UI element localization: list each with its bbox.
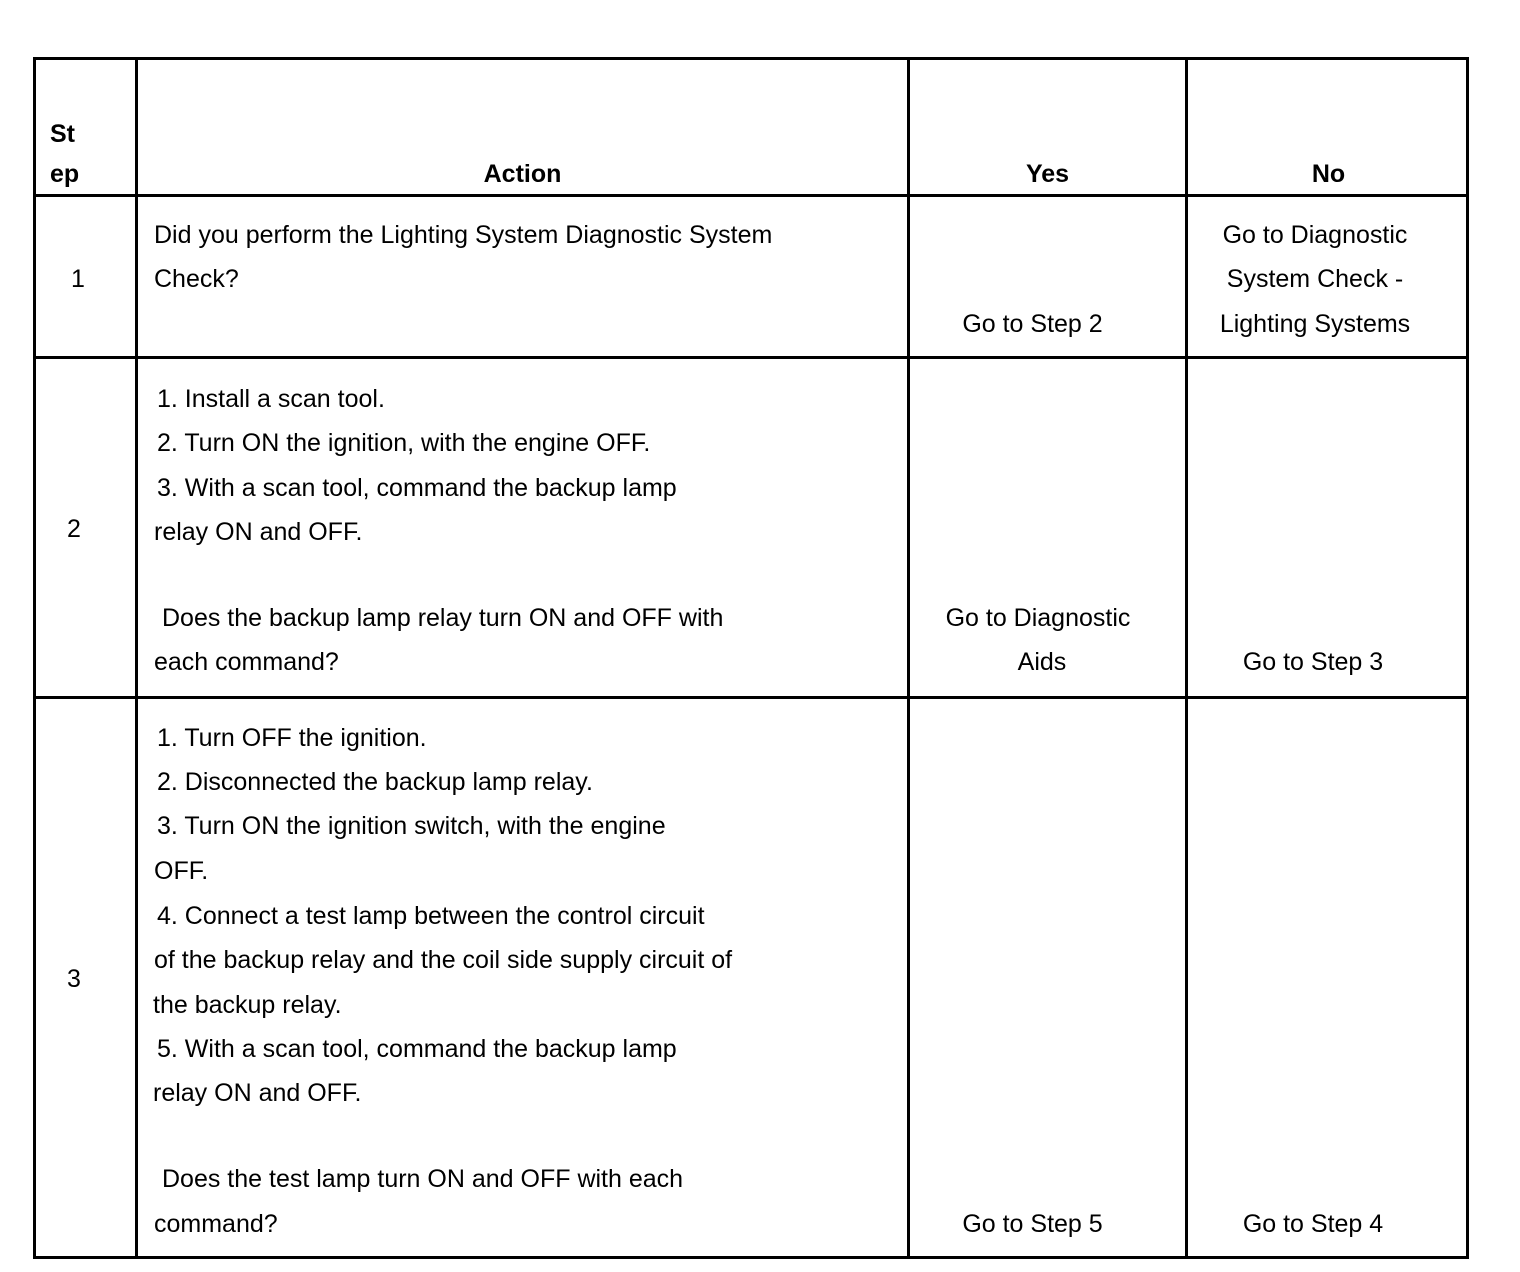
no-result: Go to Step 3	[1242, 648, 1384, 676]
action-line: the backup relay.	[153, 991, 342, 1019]
no-result: Go to Diagnostic	[1222, 221, 1408, 249]
action-line: 3. Turn ON the ignition switch, with the engine	[157, 812, 666, 840]
yes-result: Aids	[1017, 648, 1067, 676]
action-line: 3. With a scan tool, command the backup lamp	[157, 474, 677, 502]
action-line: 2. Turn ON the ignition, with the engine OFF.	[157, 429, 651, 457]
no-result: System Check -	[1226, 265, 1404, 293]
header-action: Action	[483, 160, 562, 188]
step-number: 2	[67, 515, 81, 543]
action-line: 1. Install a scan tool.	[157, 385, 385, 413]
no-result: Go to Step 4	[1242, 1210, 1384, 1238]
action-line: relay ON and OFF.	[154, 518, 363, 546]
action-line: each command?	[154, 648, 339, 676]
action-line: 2. Disconnected the backup lamp relay.	[157, 768, 593, 796]
action-line: Does the test lamp turn ON and OFF with each	[162, 1165, 684, 1193]
yes-result: Go to Step 2	[962, 310, 1103, 338]
action-line: 1. Turn OFF the ignition.	[157, 724, 427, 752]
header-step-line1: St	[50, 120, 75, 148]
yes-result: Go to Diagnostic	[945, 604, 1131, 632]
action-line: of the backup relay and the coil side supply circuit of	[154, 946, 733, 974]
step-number: 1	[71, 265, 85, 293]
action-line: 5. With a scan tool, command the backup lamp	[157, 1035, 677, 1063]
action-line: relay ON and OFF.	[153, 1079, 362, 1107]
column-divider	[135, 60, 138, 1256]
row-divider	[36, 696, 1466, 699]
action-line: command?	[154, 1210, 278, 1238]
step-number: 3	[67, 965, 81, 993]
action-line: OFF.	[154, 857, 209, 885]
action-line: Did you perform the Lighting System Diagnostic System	[154, 221, 773, 249]
action-line: 4. Connect a test lamp between the control circuit	[157, 902, 705, 930]
no-result: Lighting Systems	[1219, 310, 1411, 338]
header-yes: Yes	[1025, 160, 1070, 188]
header-no: No	[1311, 160, 1346, 188]
header-step-line2: ep	[50, 160, 80, 188]
diagnostic-table	[33, 57, 1469, 1259]
action-line: Does the backup lamp relay turn ON and OFF with	[162, 604, 724, 632]
action-line: Check?	[154, 265, 239, 293]
row-divider	[36, 356, 1466, 359]
yes-result: Go to Step 5	[962, 1210, 1103, 1238]
